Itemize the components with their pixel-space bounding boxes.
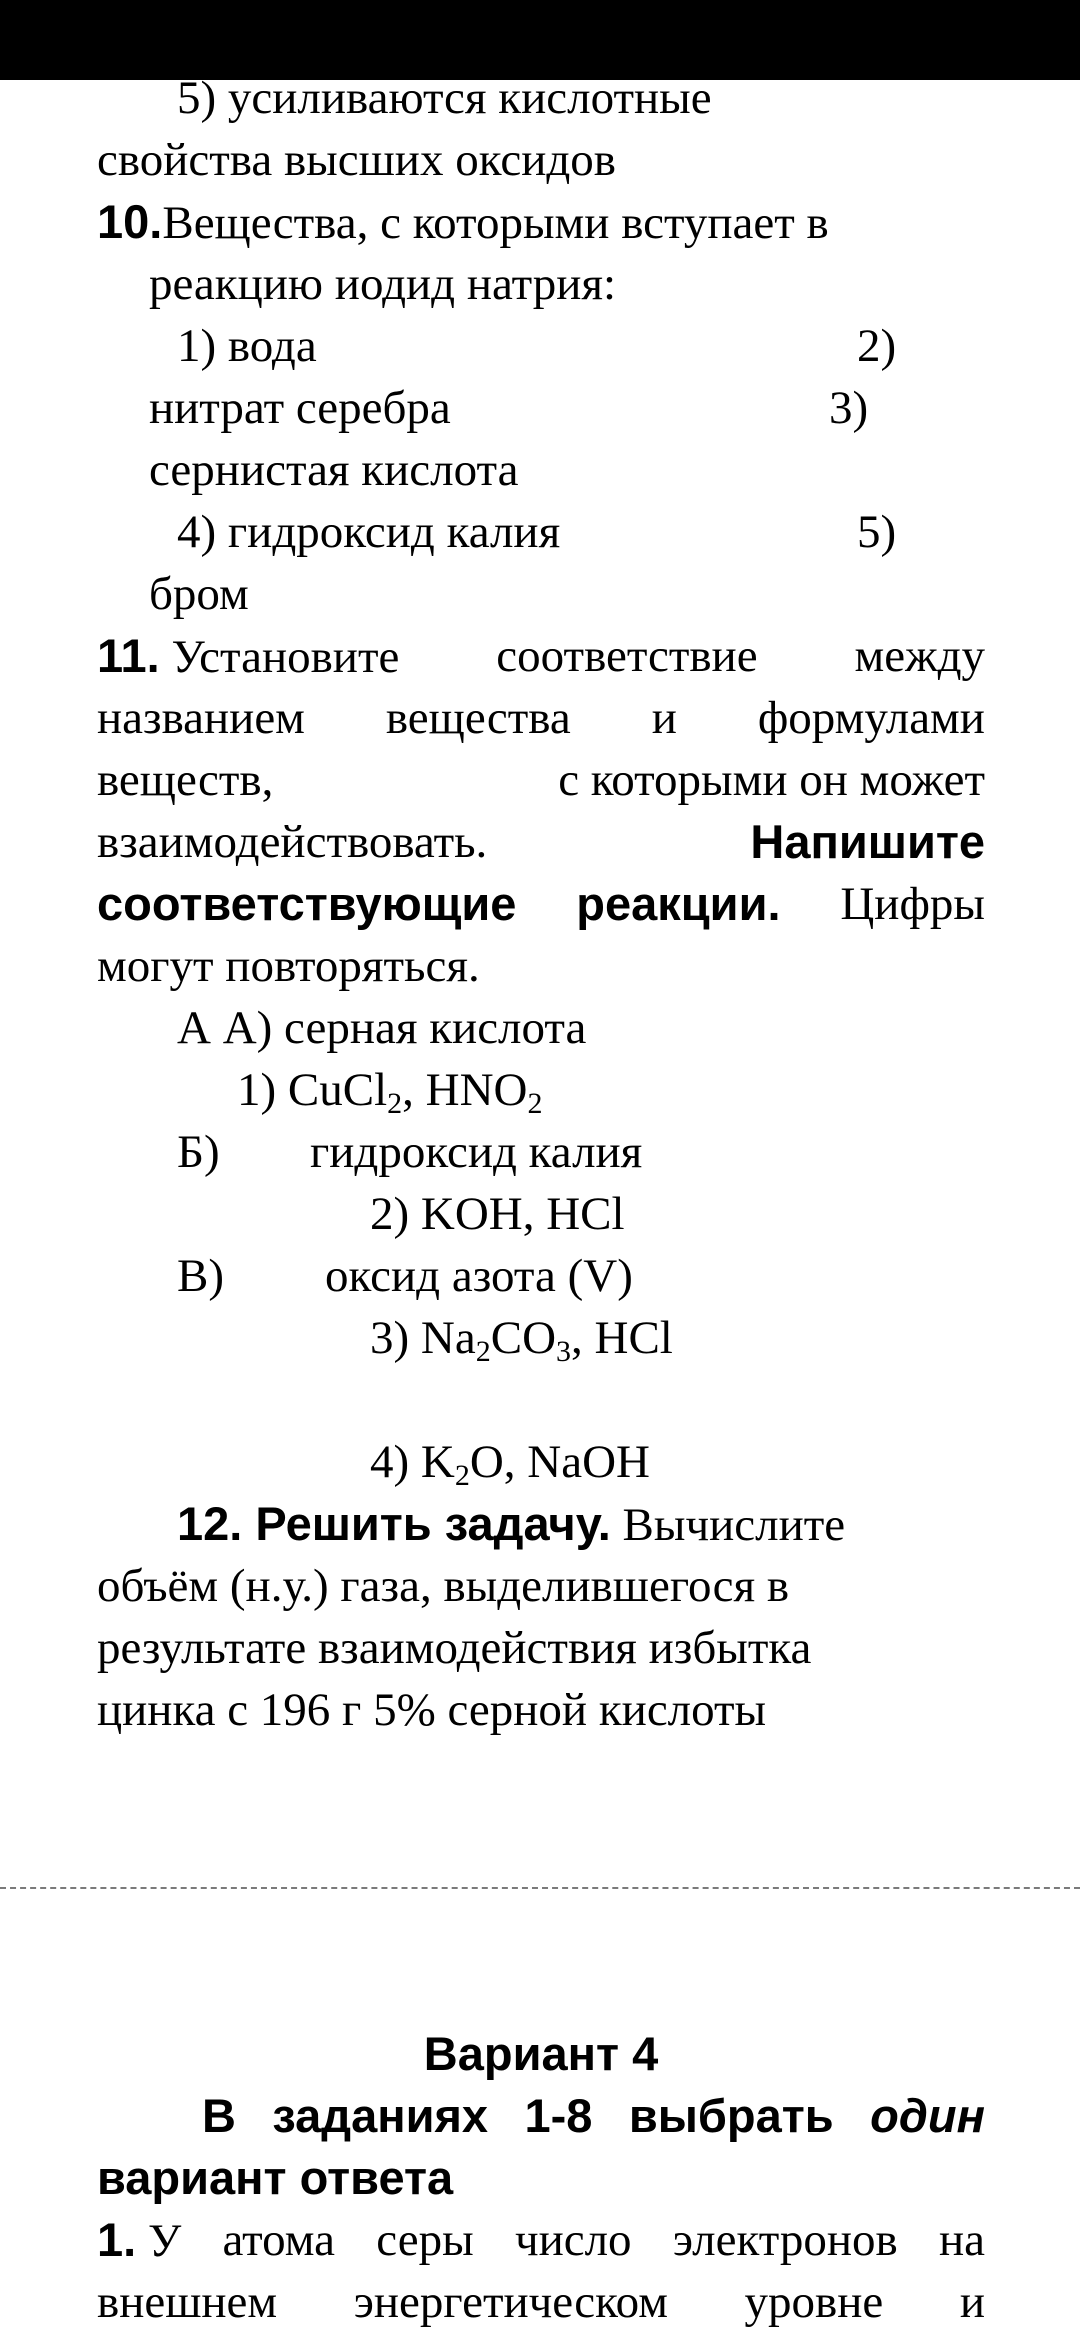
q10-option-5-number: 5) [857,506,897,558]
q11-substance-b [97,1121,985,1183]
document-page-lower [97,2023,985,2333]
q11-number: 11. [97,629,160,682]
q11-text-v: оксид азота (V) [325,1250,633,1302]
q11-bold-write: Напишите [750,815,985,868]
q11-line3 [97,749,985,811]
q11-word: названием [97,692,305,744]
q11-line1-start: 11. Установите [97,625,399,687]
blank-line [97,1369,985,1431]
q10-option-3-text: сернистая кислота [149,444,519,496]
q11-line5 [97,873,985,935]
q11-word: вещества [385,692,571,744]
q11-text-b: гидроксид калия [310,1126,643,1178]
q11-substance-a: А А) серная кислота [177,1002,587,1054]
q12-label: 12. Решить задачу. [177,1497,611,1550]
q11-word: взаимодействовать. [97,816,488,868]
q10-number: 10. [97,195,163,248]
q10-option-1: 1) вода [177,320,317,372]
q9-option-5-line2: свойства высших оксидов [97,134,616,186]
q11-option-4: 4) $K_2O$, NaOH [370,1436,650,1492]
variant-title: Вариант 4 [423,2027,659,2080]
q12-line1: 12. Решить задачу. Вычислите [177,1497,846,1551]
q10-option-2-number: 2) [857,320,897,372]
q11-option-1: 1) CuCl$_2$, $HNO_2$ [237,1064,543,1120]
q12-line2: объём (н.у.) газа, выделившегося в [97,1560,790,1612]
q11-bold-word: соответствующие [97,877,517,930]
q10-text-line2: реакцию иодид натрия: [149,258,617,310]
q11-word: веществ, [97,754,274,806]
page-break-divider [0,1887,1080,1889]
q11-bold-word: реакции. [576,877,781,930]
q11-line2 [97,687,985,749]
q11-label-b: Б) [177,1126,220,1178]
q11-line1 [97,625,985,687]
q11-substance-v [97,1245,985,1307]
instruction-line2: вариант ответа [97,2151,454,2204]
q10-question-line1 [97,191,985,253]
document-page-upper [97,67,985,1741]
q9-option-5-line1: 5) усиливаются кислотные [177,72,712,124]
q10-options-row2 [97,377,985,439]
q10-option-5-text: бром [149,568,249,620]
q11-word: между [854,630,985,682]
q10-option-2-text: нитрат серебра [149,382,451,434]
q10-options-row4 [97,501,985,563]
q11-word: Цифры [840,878,985,930]
q11-label-v: В) [177,1250,224,1302]
q1-line2: внешнем энергетическом уровне и [97,2276,985,2328]
q11-option-2: 2) KOH, HCl [370,1188,625,1240]
instruction-line1: В заданиях 1-8 выбрать один [202,2089,985,2142]
q11-word: с которыми он может [558,754,985,806]
q10-option-4: 4) гидроксид калия [177,506,561,558]
q1-number: 1. [97,2213,137,2266]
q11-word: формулами [757,692,985,744]
q11-option-3: 3) $Na_2CO_3$, HCl [370,1312,673,1368]
q11-line6: могут повторяться. [97,940,480,992]
q11-word: соответствие [496,630,758,682]
q11-line4 [97,811,985,873]
q10-options-row1 [97,315,985,377]
q11-word: и [651,692,677,744]
q10-option-3-number: 3) [829,382,869,434]
q12-line3: результате взаимодействия избытка [97,1622,812,1674]
q12-line4: цинка с 196 г 5% серной кислоты [97,1684,767,1736]
q1-line1: 1. У атома серы число электронов на [97,2209,985,2271]
q10-text-line1: Вещества, с которыми вступает в [162,197,829,249]
